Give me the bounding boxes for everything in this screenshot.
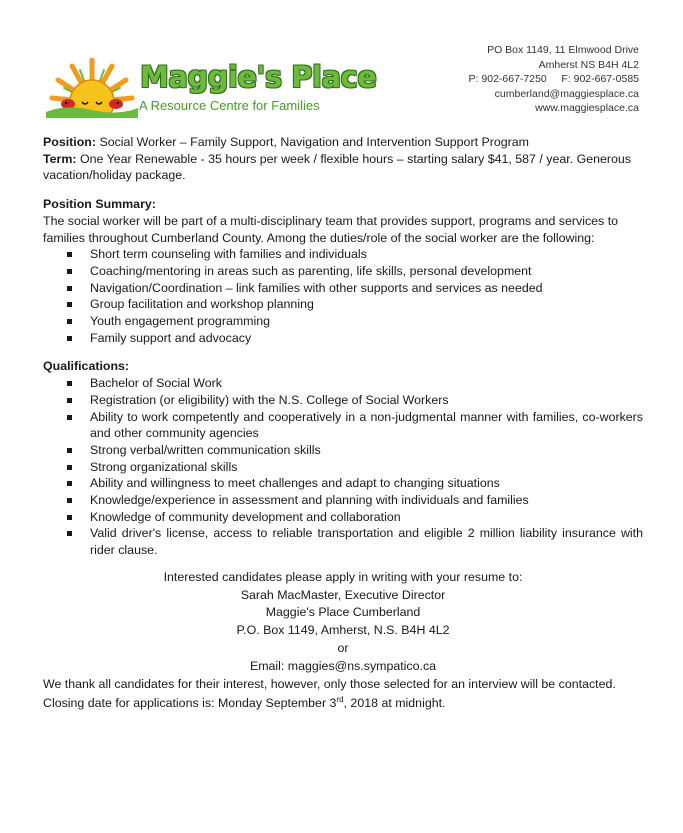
- qualifications-heading: [43, 358, 643, 375]
- contact-address-line1: PO Box 1149, 11 Elmwood Drive: [487, 44, 639, 56]
- document-body: [43, 134, 643, 712]
- contact-block: [379, 43, 639, 116]
- list-item: Ability and willingness to meet challenges and adapt to changing situations: [43, 475, 643, 492]
- apply-intro: Interested candidates please apply in writing with your resume to:: [163, 569, 523, 584]
- list-item: Group facilitation and workshop planning: [43, 296, 643, 313]
- logo-tagline: A Resource Centre for Families: [139, 98, 320, 113]
- qualifications-list: [43, 375, 643, 559]
- list-item: Valid driver's license, access to reliable transportation and eligible 2 million liability insurance with rider clause.: [43, 525, 643, 558]
- apply-organization: Maggie's Place Cumberland: [265, 605, 421, 620]
- qualifications-heading-text: Qualifications:: [43, 359, 130, 374]
- term-label: Term:: [43, 151, 77, 166]
- sun-ladybug-icon: [46, 58, 138, 118]
- term-value: One Year Renewable - 35 hours per week / flexible hours – starting salary $41, 587 / year. Generous vacation/holiday package.: [43, 151, 631, 183]
- position-value: Social Worker – Family Support, Navigation and Intervention Support Program: [99, 135, 529, 149]
- closing-paragraph: [43, 676, 643, 713]
- list-item: Strong verbal/written communication skills: [43, 442, 643, 459]
- apply-or: or: [337, 641, 349, 656]
- list-item: Coaching/mentoring in areas such as parenting, life skills, personal development: [43, 263, 643, 280]
- summary-heading-text: Position Summary:: [43, 197, 156, 212]
- list-item: Registration (or eligibility) with the N.S. College of Social Workers: [43, 392, 643, 409]
- position-line: [43, 134, 643, 151]
- list-item: Knowledge/experience in assessment and planning with individuals and families: [43, 492, 643, 509]
- closing-superscript: rd: [336, 695, 344, 705]
- list-item: Short term counseling with families and individuals: [43, 246, 643, 263]
- apply-email[interactable]: Email: maggies@ns.sympatico.ca: [249, 658, 437, 673]
- closing-text: We thank all candidates for their interest, however, only those selected for an interview will be contacted. Closing date for applications is: Monday September 3: [43, 676, 616, 711]
- contact-address-line2: Amherst NS B4H 4L2: [538, 58, 639, 71]
- logo-name: Maggie's Place: [140, 60, 377, 94]
- contact-email[interactable]: cumberland@maggiesplace.ca: [494, 87, 639, 100]
- contact-website[interactable]: www.maggiesplace.ca: [535, 102, 639, 114]
- list-item: Youth engagement programming: [43, 313, 643, 330]
- closing-text-end: , 2018 at midnight.: [343, 696, 446, 711]
- summary-heading: [43, 196, 643, 213]
- apply-block: [43, 569, 643, 676]
- list-item: Navigation/Coordination – link families with other supports and services as needed: [43, 280, 643, 297]
- list-item: Strong organizational skills: [43, 459, 643, 476]
- contact-phone-fax: P: 902-667-7250 F: 902-667-0585: [468, 73, 639, 85]
- summary-intro: The social worker will be part of a multi-disciplinary team that provides support, programs and services to families throughout Cumberland County. Among the duties/role of the social worker are the following:: [43, 213, 619, 245]
- list-item: Bachelor of Social Work: [43, 375, 643, 392]
- logo: [46, 58, 377, 118]
- summary-list: [43, 246, 643, 346]
- list-item: Ability to work competently and cooperatively in a non-judgmental manner with families, co-workers and other community agencies: [43, 409, 643, 442]
- apply-contact-name: Sarah MacMaster, Executive Director: [240, 587, 446, 602]
- apply-address: P.O. Box 1149, Amherst, N.S. B4H 4L2: [236, 623, 450, 638]
- list-item: Knowledge of community development and collaboration: [43, 509, 643, 526]
- term-line: [43, 151, 643, 184]
- position-label: Position:: [43, 135, 96, 149]
- list-item: Family support and advocacy: [43, 330, 643, 347]
